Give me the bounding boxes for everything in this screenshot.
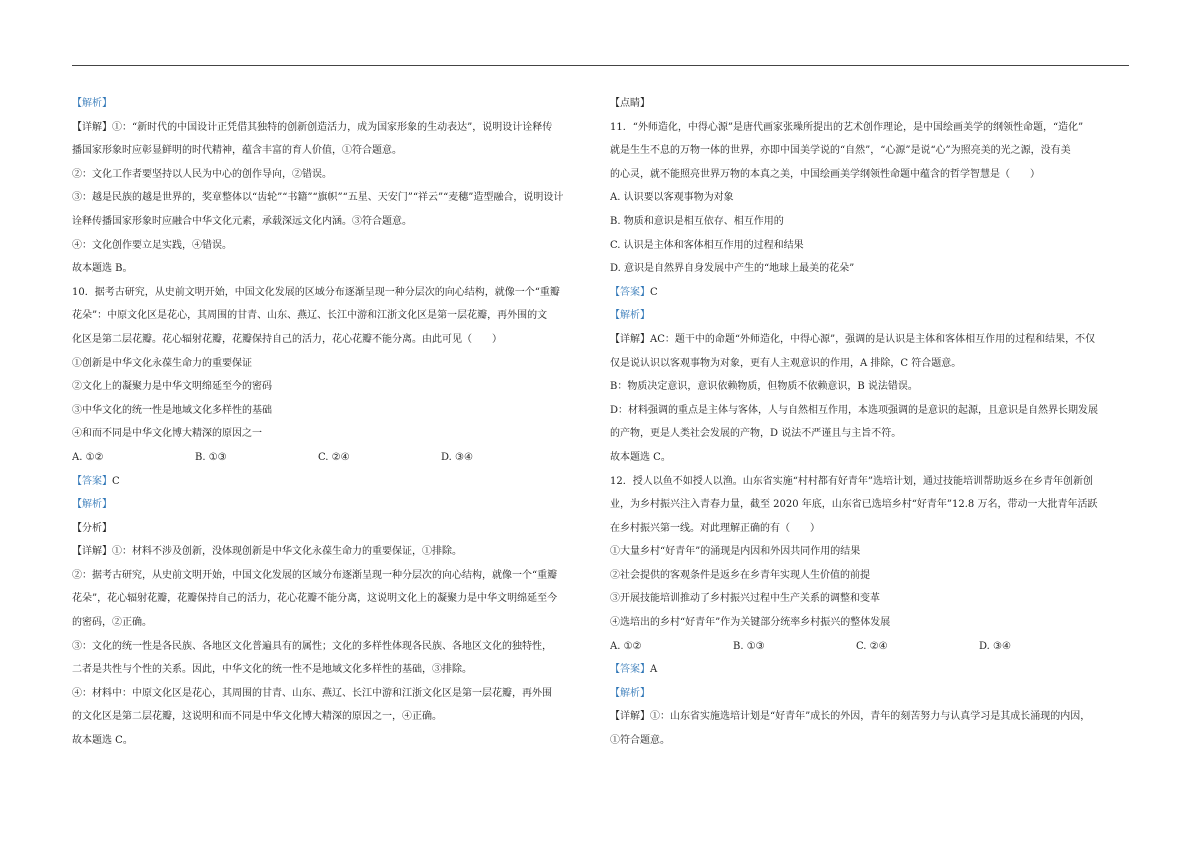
header-rule — [72, 65, 1129, 66]
q10-option-c: C. ②④ — [318, 451, 350, 463]
q12-detail-line: ①符合题意。 — [610, 735, 670, 747]
analysis-tag: 【解析】 — [72, 98, 112, 109]
q11-detail-line: B：物质决定意识，意识依赖物质，但物质不依赖意识，B 说法错误。 — [610, 381, 918, 393]
analysis-tag: 【解析】 — [610, 310, 650, 322]
q10-stem-line: 10．据考古研究，从史前文明开始，中国文化发展的区域分布逐渐呈现一种分层次的向心结构，就像一个“重瓣 — [72, 286, 560, 298]
answer-tag: 【答案】 — [610, 286, 650, 298]
q9-detail-line: ④：文化创作要立足实践，④错误。 — [72, 239, 232, 251]
q11-answer — [610, 281, 1127, 305]
q10-item: ④和而不同是中华文化博大精深的原因之一 — [72, 428, 262, 440]
q10-detail-line: ④：材料中：中原文化区是花心，其周围的甘青、山东、燕辽、长江中游和江浙文化区是第一层花瓣，再外围 — [72, 687, 552, 699]
q10-stem-line: 化区是第二层花瓣。花心辐射花瓣，花瓣保持自己的活力，花心花瓣不能分离。由此可见（ ） — [72, 333, 502, 345]
right-column — [610, 92, 1127, 753]
q10-detail-line: 的文化区是第二层花瓣，这说明和而不同是中华文化博大精深的原因之一，④正确。 — [72, 711, 442, 723]
answer-value: C — [112, 475, 120, 487]
q11-detail-line: 仅是说认识以客观事物为对象，更有人主观意识的作用，A 排除，C 符合题意。 — [610, 357, 962, 369]
q10-item: ③中华文化的统一性是地域文化多样性的基础 — [72, 404, 272, 416]
q11-stem-line: 11．“外师造化，中得心源”是唐代画家张璪所提出的艺术创作理论，是中国绘画美学的纲领性命题，“造化” — [610, 121, 1084, 133]
q9-conclusion: 故本题选 B。 — [72, 263, 133, 275]
fenxi-tag: 【分析】 — [72, 522, 112, 534]
q11-detail-line: D：材料强调的重点是主体与客体，人与自然相互作用，本选项强调的是意识的起源，且意识是自然界长期发展 — [610, 404, 1099, 416]
q11-option-d: D. 意识是自然界自身发展中产生的“地球上最美的花朵” — [610, 263, 855, 275]
q12-stem-line: 在乡村振兴第一线。对此理解正确的有（ ） — [610, 522, 820, 534]
q10-item: ②文化上的凝聚力是中华文明绵延至今的密码 — [72, 381, 272, 393]
q12-item: ④选培出的乡村“好青年”作为关键部分统率乡村振兴的整体发展 — [610, 617, 891, 629]
q12-stem-line: 业，为乡村振兴注入青春力量，截至 2020 年底，山东省已选培乡村“好青年”12.8 万名，带动一大批青年活跃 — [610, 499, 1098, 511]
q11-option-a: A. 认识要以客观事物为对象 — [610, 192, 734, 204]
q12-item: ②社会提供的客观条件是返乡在乡青年实现人生价值的前提 — [610, 569, 870, 581]
q10-detail-line: 的密码，②正确。 — [72, 617, 152, 629]
q10-detail-line: ②：据考古研究，从史前文明开始，中国文化发展的区域分布逐渐呈现一种分层次的向心结构，就像一个“重瓣 — [72, 569, 558, 581]
q12-option-d: D. ③④ — [979, 640, 1011, 652]
q11-detail-line: 的产物，更是人类社会发展的产物，D 说法不严谨且与主旨不符。 — [610, 428, 902, 440]
q11-stem-line: 就是生生不息的万物一体的世界，亦即中国美学说的“自然”，“心源”是说“心”为照亮美的光之源，没有美 — [610, 145, 1071, 157]
q12-detail-line: 【详解】①：山东省实施选培计划是“好青年”成长的外因，青年的刻苦努力与认真学习是其成长涌现的内因， — [610, 711, 1091, 723]
q10-option-a: A. ①② — [72, 451, 104, 463]
answer-value: C — [650, 286, 658, 298]
q10-stem-line: 花朵”：中原文化区是花心，其周围的甘青、山东、燕辽、长江中游和江浙文化区是第一层花瓣，再外围的文 — [72, 310, 548, 322]
analysis-tag: 【解析】 — [72, 499, 112, 511]
answer-tag: 【答案】 — [610, 664, 650, 676]
answer-tag: 【答案】 — [72, 475, 112, 487]
q11-option-b: B. 物质和意识是相互依存、相互作用的 — [610, 215, 784, 227]
q10-option-d: D. ③④ — [441, 451, 473, 463]
answer-value: A — [650, 664, 658, 676]
q10-option-b: B. ①③ — [195, 451, 227, 463]
q12-option-b: B. ①③ — [733, 640, 765, 652]
q9-detail-line: ③：越是民族的越是世界的，奖章整体以“齿轮”“书籍”“旗帜”“五星、天安门”“祥云”“麦穗”造型融合，说明设计 — [72, 192, 564, 204]
q10-detail-line: 【详解】①：材料不涉及创新，没体现创新是中华文化永葆生命力的重要保证，①排除。 — [72, 546, 462, 558]
q10-options — [72, 446, 589, 470]
q11-option-c: C. 认识是主体和客体相互作用的过程和结果 — [610, 239, 804, 251]
left-column — [72, 92, 589, 753]
q12-item: ①大量乡村“好青年”的涌现是内因和外因共同作用的结果 — [610, 546, 861, 558]
dianjing-tag: 【点睛】 — [610, 98, 650, 109]
q11-detail-line: 【详解】AC：题干中的命题“外师造化，中得心源”，强调的是认识是主体和客体相互作用的过程和结果，不仅 — [610, 333, 1096, 345]
q9-detail-line: 【详解】①：“新时代的中国设计正凭借其独特的创新创造活力，成为国家形象的生动表达”，说明设计诠释传 — [72, 121, 553, 133]
q12-option-c: C. ②④ — [856, 640, 888, 652]
q10-item: ①创新是中华文化永葆生命力的重要保证 — [72, 357, 252, 369]
q10-detail-line: 花朵”，花心辐射花瓣，花瓣保持自己的活力，花心花瓣不能分离，这说明文化上的凝聚力是中华文明绵延至今 — [72, 593, 558, 605]
q10-detail-line: 二者是共性与个性的关系。因此，中华文化的统一性不是地域文化多样性的基础，③排除。 — [72, 664, 472, 676]
q11-conclusion: 故本题选 C。 — [610, 451, 671, 463]
q12-stem-line: 12．授人以鱼不如授人以渔。山东省实施“村村都有好青年”选培计划，通过技能培训帮助返乡在乡青年创新创 — [610, 475, 1093, 487]
q10-detail-line: ③：文化的统一性是各民族、各地区文化普遍具有的属性；文化的多样性体现各民族、各地区文化的独特性， — [72, 640, 552, 652]
q12-options — [610, 635, 1127, 659]
analysis-tag: 【解析】 — [610, 687, 650, 699]
q9-detail-line: 诠释传播国家形象时应融合中华文化元素，承载深远文化内涵。③符合题意。 — [72, 215, 412, 227]
q12-option-a: A. ①② — [610, 640, 642, 652]
q10-conclusion: 故本题选 C。 — [72, 735, 133, 747]
q12-item: ③开展技能培训推动了乡村振兴过程中生产关系的调整和变革 — [610, 593, 880, 605]
q11-stem-line: 的心灵，就不能照亮世界万物的本真之美，中国绘画美学纲领性命题中蕴含的哲学智慧是（ ） — [610, 168, 1040, 180]
q12-answer — [610, 658, 1127, 682]
q9-detail-line: 播国家形象时应彰显鲜明的时代精神，蕴含丰富的育人价值，①符合题意。 — [72, 145, 402, 157]
q9-detail-line: ②：文化工作者要坚持以人民为中心的创作导向，②错误。 — [72, 168, 332, 180]
q10-answer — [72, 470, 589, 494]
